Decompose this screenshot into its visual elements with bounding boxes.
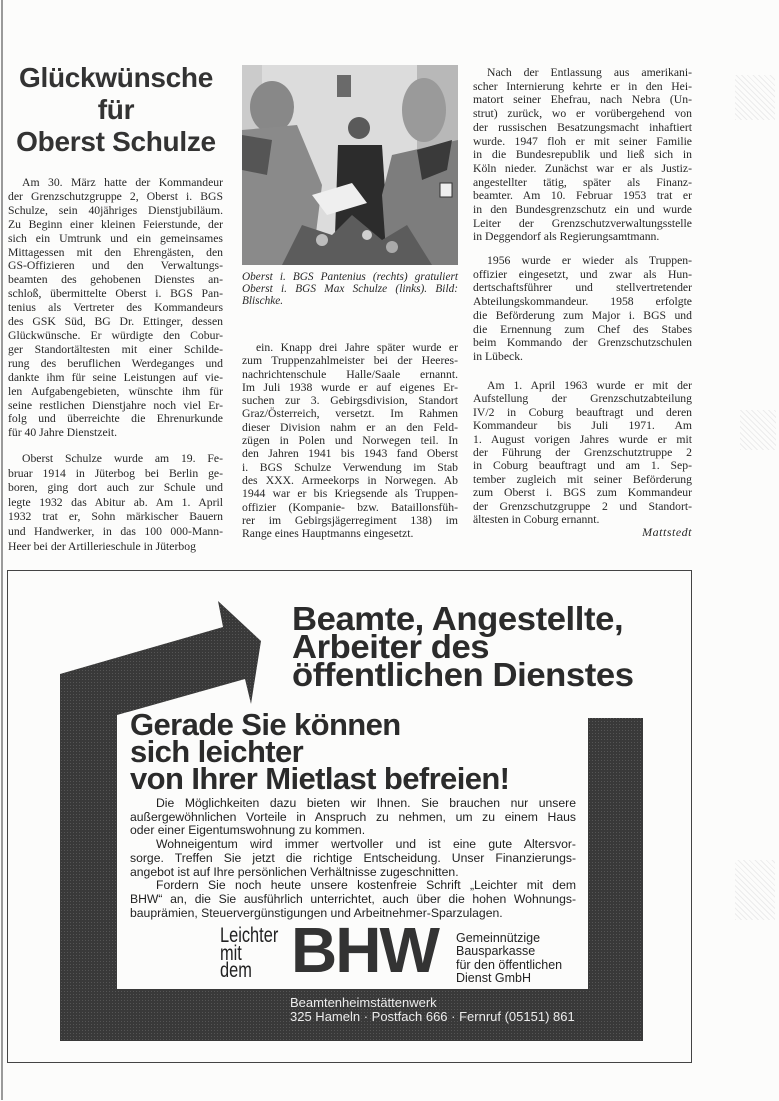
footer-line: Beamtenheimstättenwerk [290, 995, 437, 1010]
text-line: die Beförderung zum Major i. BGS und [473, 308, 692, 322]
text-line: dankte ihm für seine Leistungen auf vie- [8, 370, 223, 384]
ad-text-line: Fordern Sie noch heute unsere kostenfreie Schrift „Leichter mit dem [156, 878, 576, 893]
company-line: Gemeinnützige [456, 931, 541, 945]
text-line: beamten des gehobenen Dienstes an- [8, 273, 223, 287]
text-line: Im Juli 1938 wurde er auf eigenes Er- [242, 380, 458, 394]
text-line: boren, ging dort auch zur Schule und [8, 481, 223, 495]
ad-text-line: Die Möglichkeiten dazu bieten wir Ihnen. Sie brauchen nur unsere [156, 796, 576, 810]
text-line: 1944 war er bis Kriegsende als Truppen- [242, 487, 458, 501]
text-line: Graz/Österreich, versetzt. Im Rahmen [242, 407, 458, 421]
text-line: folg und überreichte die Ehrenurkunde [8, 412, 223, 426]
text-line: Schulze, sein 40jähriges Dienstjubiläum. [8, 203, 223, 217]
text-line: matort seiner Ehefrau, nach Nebra (Un- [473, 93, 692, 107]
text-line: IV/2 in Coburg beauftragt und deren [473, 405, 692, 419]
subheadline-line: sich leichter [130, 734, 304, 769]
text-line: GS-Offizieren und den Verwaltungs- [8, 259, 223, 273]
text-line: tenius als Vertreter des Kommandeurs [8, 301, 223, 315]
text-line: i. BGS Schulze Verwendung im Stab [242, 460, 458, 474]
company-line: Dienst GmbH [456, 971, 532, 986]
author-signature: Mattstedt [642, 525, 692, 539]
text-line: Heer bei der Artillerieschule in Jüterbog [8, 539, 196, 553]
text-line: in Coburg beauftragt und am 1. Sep- [473, 459, 692, 473]
subheadline-line: von Ihrer Mietlast befreien! [130, 761, 510, 796]
text-line: dieser Division nahm er an den Feld- [242, 420, 458, 434]
text-line: Leiter der Grenzschutzverwaltungsstelle [473, 216, 692, 230]
text-line: schloß, übermittelte Oberst i. BGS Pan- [8, 287, 223, 301]
text-line: der russischen Besatzungsmacht inhaftiert [473, 120, 692, 134]
text-line: len Aufgabengebieten, wünschte ihm für [8, 384, 223, 398]
text-line: des XXX. Armeekorps in Norwegen. Ab [242, 473, 458, 487]
text-line: suchen zur 3. Gebirgsdivision, Standort [242, 394, 458, 408]
caption-line: Oberst i. BGS Pantenius (rechts) gratuliert [242, 271, 458, 283]
text-line: dertschaftsführer und stellvertretender [473, 281, 692, 295]
text-line: für 40 Jahre Dienstzeit. [8, 426, 118, 440]
text-line: Am 1. April 1963 wurde er mit der [487, 379, 692, 392]
text-line: der Grenzschutzgruppe 2, Oberst i. BGS [8, 189, 223, 203]
text-line: 1956 wurde er wieder als Truppen- [487, 254, 692, 267]
text-line: seine restlichen Dienstjahre noch viel Er- [8, 398, 223, 412]
text-line: der Grenzschutzgruppe 2 und Standort- [473, 499, 692, 513]
text-line: Abteilungskommandeur. 1958 erfolgte [473, 295, 692, 309]
text-line: Aufstellung der Grenzschutzabteilung [473, 392, 692, 406]
text-line: 1932 trat er, Sohn märkischer Bauern [8, 510, 223, 524]
text-line: in Deggendorf als Regierungsamtmann. [473, 230, 660, 244]
text-line: und Handwerker, in das 100 000-Mann- [8, 524, 223, 538]
ad-text-line: oder einer Eigentumswohnung zu kommen. [130, 823, 366, 838]
text-line: Köln nieder. Zunächst war er als Justiz- [473, 161, 692, 175]
text-line: Zu Beginn einer kleinen Feierstunde, der [8, 217, 223, 231]
company-line: für den öffentlichen [456, 957, 563, 972]
ad-body-text [130, 797, 576, 920]
text-line: ger Standortältesten mit einer Schilde- [8, 342, 223, 356]
text-line: sich ein Umtrunk und ein gemeinsames [8, 231, 223, 245]
headline-line: Arbeiter des [292, 628, 490, 665]
text-line: Range eines Hauptmanns eingesetzt. [242, 527, 414, 541]
ad-headline [292, 600, 634, 693]
company-name [456, 932, 562, 986]
bhw-advertisement [7, 570, 692, 1063]
text-line: Am 30. März hatte der Kommandeur [22, 176, 223, 189]
text-line: rer im Gebirgsjägerregiment 138) im [242, 513, 458, 527]
text-line: den Jahren 1941 bis 1943 fand Oberst [242, 447, 458, 461]
caption-line: Blischke. [242, 295, 284, 308]
company-line: Bausparkasse [456, 944, 536, 959]
text-line: nachrichtenschule Halle/Saale ernannt. [242, 367, 458, 381]
text-line: der Führung der Grenzschutztruppe 2 [473, 446, 692, 460]
text-line: rung des beruflichen Werdeganges und [8, 356, 223, 370]
text-line: Mittagessen mit den Ehrengästen, den [8, 245, 223, 259]
text-line: angestellter tätig, später als Finanz- [473, 175, 692, 189]
ad-text-line: angebot ist auf Ihre persönlichen Verhältnisse zugeschnitten. [130, 864, 459, 879]
text-line: scher Internierung kehrte er in den Hei- [473, 79, 692, 93]
ad-subheadline [130, 707, 510, 796]
text-line: 1. August vorigen Jahres wurde er mit [473, 432, 692, 446]
text-line: strut) zurück, wo er vorübergehend von [473, 107, 692, 121]
text-line: beim Kommando der Grenzschutzschulen [473, 336, 692, 350]
text-line: Glückwünsche. Er würdigte den Cobur- [8, 328, 223, 342]
slogan-line: dem [220, 959, 252, 982]
title-line: Glückwünsche [18, 62, 213, 93]
text-line: Oberst Schulze wurde am 19. Fe- [22, 452, 223, 465]
title-line: Oberst Schulze [16, 126, 216, 157]
headline-line: Beamte, Angestellte, [292, 600, 624, 637]
ad-text-line: BHW“ an, die Sie ausführlich unterrichtet, auch über die hohen Wohnungs- [130, 891, 576, 906]
ad-text-line: außergewöhnlichen Vorteile in Anspruch zu nehmen, um zu einem Haus [130, 809, 576, 824]
text-line: in Lübeck. [473, 349, 523, 363]
text-line: wurde. 1947 floh er mit seiner Familie [473, 134, 692, 148]
text-line: des GSK Süd, BG Dr. Ettinger, dessen [8, 315, 223, 329]
text-line: tember zugleich mit seiner Beförderung [473, 472, 692, 486]
text-line: Nach der Entlassung aus amerikani- [487, 66, 692, 79]
ad-text-line: sorge. Treffen Sie jetzt die richtige Entscheidung. Unser Finanzierungs- [130, 850, 576, 865]
text-line: zum Oberst i. BGS zum Kommandeur [473, 486, 692, 500]
text-line: in den Bundesgrenzschutz ein und wurde [473, 203, 692, 217]
ad-text-line: bauprämien, Steuervergünstigungen und Arbeitnehmer-Sparzulagen. [130, 905, 503, 920]
text-line: beamter. Am 10. Februar 1953 trat er [473, 189, 692, 203]
footer-line: 325 Hameln · Postfach 666 · Fernruf (05151) 861 [290, 1008, 575, 1024]
slogan-line: mit [220, 941, 242, 965]
caption-line: Oberst i. BGS Max Schulze (links). Bild: [242, 283, 458, 296]
headline-line: öffentlichen Dienstes [292, 656, 634, 693]
text-line: ein. Knapp drei Jahre später wurde er [256, 341, 458, 354]
ad-contact-footer [290, 996, 575, 1024]
text-line: offizier eingesetzt, und zwar als Hun- [473, 267, 692, 281]
bhw-logo: BHW [291, 914, 438, 986]
text-line: bruar 1914 in Jüterbog bei Berlin ge- [8, 466, 223, 480]
text-line: ältesten in Coburg ernannt. [473, 513, 600, 527]
text-line: die Ernennung zum Chef des Stabes [473, 322, 692, 336]
slogan-line: Leichter [220, 924, 279, 947]
text-line: Kommandeur bis Juli 1971. Am [473, 419, 692, 433]
text-line: zügen in Polen und Norwegen teil. In [242, 434, 458, 448]
ad-slogan [220, 924, 279, 982]
title-line: für [97, 94, 135, 125]
text-line: zum Truppenzahlmeister bei der Heeres- [242, 354, 458, 368]
text-line: in die Bundesrepublik und ließ sich in [473, 148, 692, 162]
subheadline-line: Gerade Sie können [130, 707, 401, 742]
ad-text-line: Wohneigentum wird immer wertvoller und ist eine gute Altersvor- [156, 837, 576, 852]
text-line: offizier (Kompanie- bzw. Bataillonsfüh- [242, 500, 458, 514]
text-line: legte 1932 das Abitur ab. Am 1. April [8, 495, 223, 509]
